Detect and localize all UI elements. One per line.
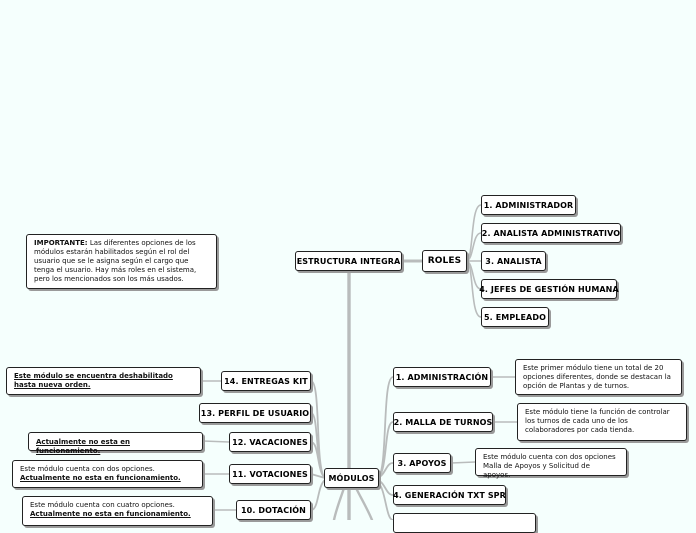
module-item[interactable]	[393, 485, 506, 505]
role-item-label: 2. ANALISTA ADMINISTRATIVO	[481, 228, 621, 238]
role-item-label: 1. ADMINISTRADOR	[483, 200, 574, 210]
votaciones-note-text: Este módulo cuenta con dos opciones.	[20, 465, 155, 473]
module-item[interactable]	[199, 403, 311, 423]
module-item-partial[interactable]	[393, 513, 536, 533]
entregas-note-text: Este módulo se encuentra deshabilitado hasta nueva orden.	[14, 372, 173, 389]
role-item-label: 3. ANALISTA	[485, 256, 542, 266]
module-item-label: 2. MALLA DE TURNOS	[393, 417, 493, 427]
votaciones-note	[12, 460, 203, 488]
central-node[interactable]	[295, 251, 402, 271]
module-item[interactable]	[221, 371, 311, 391]
entregas-note	[6, 367, 201, 395]
votaciones-note-status: Actualmente no esta en funcionamiento.	[20, 474, 181, 482]
module-item[interactable]	[236, 500, 311, 520]
module-item[interactable]	[393, 453, 451, 473]
link-mod-3	[378, 463, 393, 478]
role-item[interactable]	[481, 223, 621, 243]
central-node-label: ESTRUCTURA INTEGRA	[296, 256, 401, 266]
roles-node-label: ROLES	[427, 256, 462, 266]
module-item[interactable]	[393, 412, 493, 432]
module-item-label: 12. VACACIONES	[232, 437, 308, 447]
role-item[interactable]	[481, 195, 576, 215]
apoyos-note-text: Este módulo cuenta con dos opciones Malla de Apoyos y Solicitud de apoyos.	[483, 453, 616, 479]
modulos-node[interactable]	[324, 468, 379, 488]
apoyos-note	[475, 448, 627, 479]
dotacion-note-status: Actualmente no esta en funcionamiento.	[30, 510, 191, 518]
module-item-label: 10. DOTACIÓN	[241, 505, 306, 515]
important-note	[26, 234, 217, 289]
dotacion-note-text: Este módulo cuenta con cuatro opciones.	[30, 501, 175, 509]
module-item-label: 11. VOTACIONES	[232, 469, 308, 479]
module-item[interactable]	[393, 367, 491, 387]
link-apoyos-note	[451, 462, 475, 463]
important-note-text: Las diferentes opciones de los módulos estarán habilitados según el rol del usuario que se le asigna según el cargo que tenga el usuario. Hay más roles en el sistema, pero los mencionados son los más usados.	[34, 239, 197, 283]
role-item-label: 4. JEFES DE GESTIÓN HUMANA	[479, 284, 619, 294]
admin-note-text: Este primer módulo tiene un total de 20 opciones diferentes, donde se destacan la opción de Plantas y de turnos.	[523, 364, 671, 390]
link-mod-10	[311, 480, 325, 510]
module-item[interactable]	[229, 432, 311, 452]
vacaciones-note-text: Actualmente no esta en funcionamiento.	[36, 438, 130, 455]
link-vacaciones-note	[203, 441, 229, 442]
role-item[interactable]	[481, 307, 549, 327]
role-item[interactable]	[481, 279, 617, 299]
module-item-label: 3. APOYOS	[397, 458, 447, 468]
malla-note	[517, 403, 687, 441]
module-item-label: 1. ADMINISTRACIÓN	[395, 372, 489, 382]
roles-node[interactable]	[422, 250, 467, 272]
important-note-bold: IMPORTANTE:	[34, 239, 88, 247]
module-item-label: 14. ENTREGAS KIT	[224, 376, 308, 386]
dotacion-note	[22, 496, 213, 526]
malla-note-text: Este módulo tiene la función de controlar los turnos de cada uno de los colaboradores por cada tienda.	[525, 408, 670, 434]
vacaciones-note	[28, 432, 203, 455]
module-item[interactable]	[229, 464, 311, 484]
role-item-label: 5. EMPLEADO	[484, 312, 546, 322]
admin-note	[515, 359, 682, 395]
modulos-node-label: MÓDULOS	[328, 473, 375, 483]
module-item-label: 13. PERFIL DE USUARIO	[200, 408, 310, 418]
module-item-label: 4. GENERACIÓN TXT SPR	[393, 490, 506, 500]
link-mod-14	[311, 381, 325, 478]
role-item[interactable]	[481, 251, 546, 271]
